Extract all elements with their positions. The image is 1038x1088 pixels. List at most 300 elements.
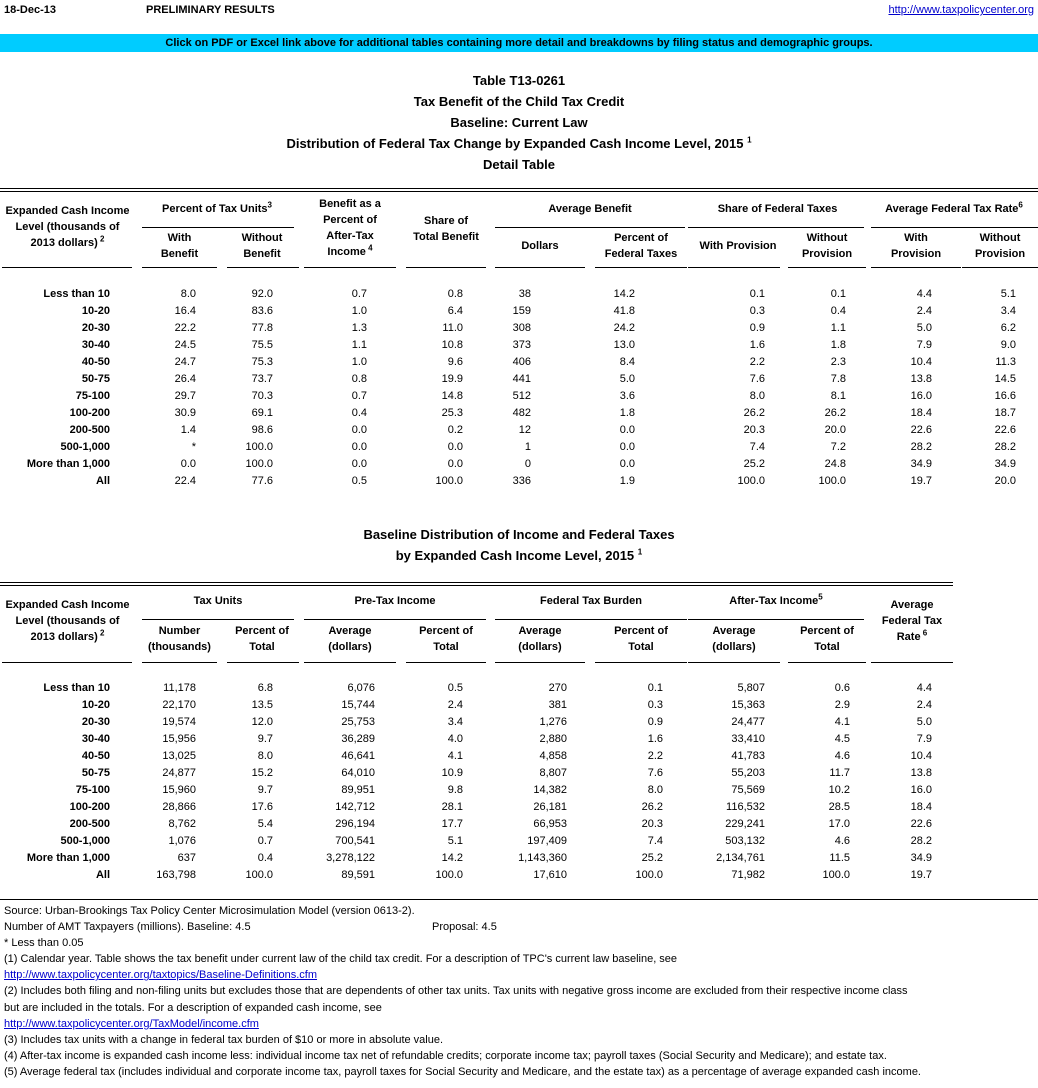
income-level-label: 200-500 bbox=[69, 818, 110, 830]
table-cell: 12 bbox=[518, 424, 531, 436]
income-level-label: All bbox=[95, 869, 110, 881]
table-cell: 28.1 bbox=[441, 801, 463, 813]
income-level-header: Expanded Cash Income Level (thousands of 2013 dollars) $^2$ bbox=[5, 205, 130, 249]
table-cell: 20.0 bbox=[824, 424, 846, 436]
header-underline bbox=[495, 227, 685, 228]
table-cell: 14.5 bbox=[994, 373, 1016, 385]
table-cell: 100.0 bbox=[245, 458, 273, 470]
table-cell: 16.0 bbox=[910, 390, 932, 402]
table-cell: 7.9 bbox=[916, 733, 932, 745]
table-cell: 4.6 bbox=[834, 835, 850, 847]
table-cell: 77.8 bbox=[251, 322, 273, 334]
table-cell: 9.7 bbox=[257, 784, 273, 796]
table-cell: 7.9 bbox=[916, 339, 932, 351]
notes-rule bbox=[0, 899, 1038, 900]
table-cell: 15.2 bbox=[251, 767, 273, 779]
table-cell: 1.0 bbox=[351, 356, 367, 368]
table-cell: 7.6 bbox=[749, 373, 765, 385]
pct-fed-taxes-header: Percent of Federal Taxes bbox=[604, 232, 678, 260]
table-cell: 6,076 bbox=[347, 682, 375, 694]
table-cell: 92.0 bbox=[251, 288, 273, 300]
table-cell: 0.9 bbox=[647, 716, 663, 728]
pretax-average-header: Average (dollars) bbox=[328, 625, 372, 653]
column-underline bbox=[871, 267, 961, 268]
table-cell: 6.2 bbox=[1000, 322, 1016, 334]
column-underline bbox=[304, 662, 396, 663]
table-cell: 4.0 bbox=[447, 733, 463, 745]
table-cell: 41.8 bbox=[613, 305, 635, 317]
table-cell: 3.4 bbox=[447, 716, 463, 728]
table-cell: 15,960 bbox=[162, 784, 196, 796]
income-level-header: Expanded Cash Income Level (thousands of 2013 dollars) $^2$ bbox=[5, 599, 130, 643]
column-underline bbox=[788, 662, 866, 663]
table-cell: 6.8 bbox=[257, 682, 273, 694]
income-level-label: 10-20 bbox=[81, 305, 110, 317]
table-cell: 0.5 bbox=[447, 682, 463, 694]
table2-subtitle bbox=[0, 545, 1038, 566]
income-level-label: More than 1,000 bbox=[26, 458, 110, 470]
income-level-label: More than 1,000 bbox=[26, 852, 110, 864]
column-underline bbox=[406, 662, 486, 663]
without-provision-header: Without Provision bbox=[801, 232, 853, 260]
table-cell: 19.7 bbox=[910, 869, 932, 881]
amt-baseline: Number of AMT Taxpayers (millions). Baseline: 4.5 bbox=[4, 921, 251, 934]
table-cell: 1.0 bbox=[351, 305, 367, 317]
table-cell: 8,807 bbox=[539, 767, 567, 779]
table-cell: 22.6 bbox=[994, 424, 1016, 436]
table-cell: 15,363 bbox=[731, 699, 765, 711]
income-level-label: 20-30 bbox=[81, 716, 110, 728]
table-cell: 24.5 bbox=[174, 339, 196, 351]
table-cell: 0.4 bbox=[257, 852, 273, 864]
table-cell: 34.9 bbox=[910, 458, 932, 470]
table-cell: 8.0 bbox=[749, 390, 765, 402]
table-cell: 0.3 bbox=[749, 305, 765, 317]
table-cell: 100.0 bbox=[435, 869, 463, 881]
without-benefit-header: Without Benefit bbox=[241, 232, 283, 260]
table-cell: 4.6 bbox=[834, 750, 850, 762]
column-underline bbox=[142, 662, 217, 663]
table-cell: 1 bbox=[524, 441, 531, 453]
column-underline bbox=[227, 662, 299, 663]
avg-fed-tax-rate-header: Average Federal Tax Rate $^6$ bbox=[881, 599, 943, 643]
header-underline bbox=[142, 619, 294, 620]
table-cell: 0.0 bbox=[351, 458, 367, 470]
avg-fed-tax-rate-header: Average Federal Tax Rate$^6$ bbox=[885, 200, 1023, 215]
table-cell: 1.9 bbox=[619, 475, 635, 487]
table-cell: 8.0 bbox=[180, 288, 196, 300]
table-cell: 25,753 bbox=[341, 716, 375, 728]
table-cell: 11.5 bbox=[829, 852, 850, 864]
table-cell: 34.9 bbox=[910, 852, 932, 864]
header-underline bbox=[495, 619, 687, 620]
rate-with-provision-header: With Provision bbox=[890, 232, 942, 260]
table-cell: 69.1 bbox=[251, 407, 273, 419]
table-cell: 30.9 bbox=[174, 407, 196, 419]
column-underline bbox=[495, 662, 585, 663]
table-cell: 16.4 bbox=[174, 305, 196, 317]
table-cell: 1.1 bbox=[351, 339, 367, 351]
table-row bbox=[0, 714, 1038, 731]
table-cell: 66,953 bbox=[533, 818, 567, 830]
burden-pct-header: Percent of Total bbox=[614, 625, 668, 653]
table-cell: 36,289 bbox=[341, 733, 375, 745]
table-title-block bbox=[0, 70, 1038, 175]
table-cell: 4,858 bbox=[539, 750, 567, 762]
table-cell: 1.6 bbox=[749, 339, 765, 351]
table2-subtitle-text: by Expanded Cash Income Level, 2015 bbox=[395, 548, 635, 563]
table2-title: Baseline Distribution of Income and Federal Taxes bbox=[363, 527, 675, 542]
table-cell: 19.9 bbox=[441, 373, 463, 385]
table-row bbox=[0, 388, 1038, 405]
table-row bbox=[0, 680, 1038, 697]
table-cell: 0.8 bbox=[351, 373, 367, 385]
table-cell: 0.0 bbox=[180, 458, 196, 470]
table-cell: 0.7 bbox=[257, 835, 273, 847]
table-cell: 26,181 bbox=[533, 801, 567, 813]
column-underline bbox=[304, 267, 396, 268]
table-cell: 4.1 bbox=[447, 750, 463, 762]
table-cell: 22.6 bbox=[910, 424, 932, 436]
table-cell: 406 bbox=[512, 356, 531, 368]
table-cell: 98.6 bbox=[251, 424, 273, 436]
status-label: PRELIMINARY RESULTS bbox=[146, 4, 275, 16]
table-cell: 0.6 bbox=[834, 682, 850, 694]
distribution-title bbox=[0, 133, 1038, 154]
table-cell: 308 bbox=[512, 322, 531, 334]
table-cell: 100.0 bbox=[822, 869, 850, 881]
table-cell: 0.2 bbox=[447, 424, 463, 436]
table-cell: 0.4 bbox=[351, 407, 367, 419]
table-cell: 373 bbox=[512, 339, 531, 351]
table-cell: 0.7 bbox=[351, 390, 367, 402]
header-underline bbox=[688, 619, 864, 620]
column-underline bbox=[788, 267, 866, 268]
table-row bbox=[0, 697, 1038, 714]
table-cell: 25.2 bbox=[641, 852, 663, 864]
table-cell: 8.1 bbox=[830, 390, 846, 402]
table-cell: 4.4 bbox=[916, 682, 932, 694]
table-cell: 6.4 bbox=[447, 305, 463, 317]
table-cell: 26.2 bbox=[824, 407, 846, 419]
burden-average-header: Average (dollars) bbox=[518, 625, 562, 653]
table-row bbox=[0, 371, 1038, 388]
income-level-label: 75-100 bbox=[75, 784, 110, 796]
table-cell: 8.0 bbox=[647, 784, 663, 796]
column-underline bbox=[142, 267, 217, 268]
table-cell: 75,569 bbox=[731, 784, 765, 796]
table-cell: 13.8 bbox=[910, 767, 932, 779]
table2-top-rule bbox=[0, 582, 953, 586]
header-underline bbox=[871, 227, 1038, 228]
table-cell: 0.9 bbox=[749, 322, 765, 334]
table-cell: 10.9 bbox=[441, 767, 463, 779]
share-total-benefit-header: Share of Total Benefit bbox=[413, 215, 479, 243]
table-row bbox=[0, 799, 1038, 816]
table-cell: 28.2 bbox=[910, 835, 932, 847]
table-cell: 18.7 bbox=[994, 407, 1016, 419]
note-2b: but are included in the totals. For a description of expanded cash income, see bbox=[4, 1001, 382, 1014]
table-cell: 73.7 bbox=[251, 373, 273, 385]
table-cell: 1.3 bbox=[351, 322, 367, 334]
table-cell: 20.3 bbox=[743, 424, 765, 436]
source-note: Source: Urban-Brookings Tax Policy Center Microsimulation Model (version 0613-2). bbox=[4, 905, 415, 917]
table-row bbox=[0, 782, 1038, 799]
table-cell: 1,143,360 bbox=[518, 852, 567, 864]
table-cell: 28,866 bbox=[162, 801, 196, 813]
table-row bbox=[0, 833, 1038, 850]
table-row bbox=[0, 320, 1038, 337]
table-cell: 16.0 bbox=[910, 784, 932, 796]
table-cell: 503,132 bbox=[725, 835, 765, 847]
table-cell: 5.1 bbox=[447, 835, 463, 847]
table-cell: * bbox=[191, 441, 196, 453]
avg-benefit-header: Average Benefit bbox=[548, 203, 632, 215]
table-cell: 11.3 bbox=[995, 356, 1016, 368]
income-level-label: All bbox=[95, 475, 110, 487]
table-cell: 296,194 bbox=[335, 818, 375, 830]
table-cell: 512 bbox=[512, 390, 531, 402]
table-cell: 3.6 bbox=[619, 390, 635, 402]
table-cell: 11,178 bbox=[163, 682, 196, 694]
header-underline bbox=[304, 619, 486, 620]
table-cell: 4.4 bbox=[916, 288, 932, 300]
table-row bbox=[0, 422, 1038, 439]
table-cell: 100.0 bbox=[245, 869, 273, 881]
pct-tax-units-header: Percent of Tax Units$^3$ bbox=[162, 200, 272, 215]
table-cell: 26.4 bbox=[174, 373, 196, 385]
table-cell: 26.2 bbox=[743, 407, 765, 419]
table-cell: 5.1 bbox=[1000, 288, 1016, 300]
column-underline bbox=[595, 662, 687, 663]
table-cell: 25.3 bbox=[441, 407, 463, 419]
table-cell: 100.0 bbox=[818, 475, 846, 487]
table-name: Tax Benefit of the Child Tax Credit bbox=[413, 94, 625, 109]
fed-tax-burden-header: Federal Tax Burden bbox=[540, 595, 642, 607]
table-cell: 17,610 bbox=[533, 869, 567, 881]
table-cell: 28.2 bbox=[994, 441, 1016, 453]
less-than-note: * Less than 0.05 bbox=[4, 937, 84, 950]
table-cell: 15,956 bbox=[162, 733, 196, 745]
table-cell: 142,712 bbox=[335, 801, 375, 813]
table-cell: 17.0 bbox=[828, 818, 850, 830]
table-cell: 18.4 bbox=[910, 801, 932, 813]
table-cell: 41,783 bbox=[731, 750, 765, 762]
table-cell: 89,591 bbox=[341, 869, 375, 881]
income-level-label: 75-100 bbox=[75, 390, 110, 402]
table-cell: 15,744 bbox=[341, 699, 375, 711]
table-cell: 100.0 bbox=[737, 475, 765, 487]
table-row bbox=[0, 850, 1038, 867]
table-cell: 163,798 bbox=[156, 869, 196, 881]
table-cell: 14,382 bbox=[533, 784, 567, 796]
detail-table-label: Detail Table bbox=[482, 157, 555, 172]
aftertax-income-header: After-Tax Income$^5$ bbox=[729, 592, 823, 607]
table-cell: 336 bbox=[512, 475, 531, 487]
income-level-label: 30-40 bbox=[81, 339, 110, 351]
table-cell: 22.6 bbox=[910, 818, 932, 830]
income-definition-link[interactable]: http://www.taxpolicycenter.org/TaxModel/income.cfm bbox=[4, 1017, 259, 1030]
table-cell: 20.3 bbox=[641, 818, 663, 830]
table-cell: 14.2 bbox=[613, 288, 635, 300]
table-row bbox=[0, 731, 1038, 748]
table-cell: 2.9 bbox=[834, 699, 850, 711]
table-id: Table T13-0261 bbox=[472, 73, 566, 88]
table-cell: 14.2 bbox=[441, 852, 463, 864]
table-cell: 9.7 bbox=[257, 733, 273, 745]
table-cell: 1.6 bbox=[647, 733, 663, 745]
table-cell: 9.8 bbox=[447, 784, 463, 796]
table-cell: 17.6 bbox=[251, 801, 273, 813]
column-underline bbox=[495, 267, 585, 268]
site-link[interactable]: http://www.taxpolicycenter.org bbox=[888, 4, 1034, 16]
table-cell: 89,951 bbox=[341, 784, 375, 796]
column-underline bbox=[595, 267, 687, 268]
table-cell: 159 bbox=[512, 305, 531, 317]
header-underline bbox=[688, 227, 864, 228]
distribution-title-text: Distribution of Federal Tax Change by Expanded Cash Income Level, 2015 bbox=[286, 136, 744, 151]
table-cell: 38 bbox=[518, 288, 531, 300]
table-cell: 14.8 bbox=[441, 390, 463, 402]
table-cell: 13,025 bbox=[162, 750, 196, 762]
table-cell: 34.9 bbox=[994, 458, 1016, 470]
table-cell: 28.5 bbox=[828, 801, 850, 813]
table-cell: 0.4 bbox=[830, 305, 846, 317]
table-cell: 13.0 bbox=[613, 339, 635, 351]
table-cell: 3,278,122 bbox=[326, 852, 375, 864]
table-cell: 441 bbox=[512, 373, 531, 385]
table-cell: 20.0 bbox=[994, 475, 1016, 487]
table-cell: 19.7 bbox=[910, 475, 932, 487]
table-row bbox=[0, 303, 1038, 320]
table-row bbox=[0, 439, 1038, 456]
income-level-label: 100-200 bbox=[69, 407, 110, 419]
table-cell: 9.6 bbox=[447, 356, 463, 368]
table-cell: 24,877 bbox=[162, 767, 196, 779]
table1-top-rule bbox=[0, 188, 1038, 192]
table-cell: 0.0 bbox=[447, 458, 463, 470]
table-cell: 17.7 bbox=[441, 818, 463, 830]
table-cell: 100.0 bbox=[245, 441, 273, 453]
table-cell: 28.2 bbox=[910, 441, 932, 453]
footnote-ref: 1 bbox=[637, 547, 643, 557]
column-underline bbox=[2, 662, 132, 663]
table-row bbox=[0, 337, 1038, 354]
pct-total-header: Percent of Total bbox=[235, 625, 289, 653]
table-cell: 7.4 bbox=[749, 441, 765, 453]
income-level-label: 30-40 bbox=[81, 733, 110, 745]
table-cell: 4.5 bbox=[834, 733, 850, 745]
table-cell: 5.0 bbox=[619, 373, 635, 385]
table-cell: 3.4 bbox=[1000, 305, 1016, 317]
table-cell: 13.8 bbox=[910, 373, 932, 385]
table-cell: 9.0 bbox=[1000, 339, 1016, 351]
table-cell: 2.2 bbox=[647, 750, 663, 762]
with-provision-header: With Provision bbox=[699, 240, 777, 252]
table-cell: 13.5 bbox=[251, 699, 273, 711]
table-cell: 0.0 bbox=[619, 458, 635, 470]
table-cell: 75.5 bbox=[251, 339, 273, 351]
report-date: 18-Dec-13 bbox=[4, 4, 56, 16]
table-cell: 22.2 bbox=[174, 322, 196, 334]
column-underline bbox=[688, 267, 780, 268]
table-cell: 0.0 bbox=[351, 424, 367, 436]
note-4: (4) After-tax income is expanded cash income less: individual income tax net of refundable credits; corporate income tax; payroll taxes (Social Security and Medicare); and estate tax. bbox=[4, 1049, 887, 1062]
table-cell: 0.8 bbox=[447, 288, 463, 300]
baseline-label: Baseline: Current Law bbox=[450, 115, 588, 130]
income-level-label: 50-75 bbox=[81, 767, 110, 779]
table-cell: 0.3 bbox=[647, 699, 663, 711]
table-cell: 0.1 bbox=[749, 288, 765, 300]
table-cell: 1.8 bbox=[619, 407, 635, 419]
table-cell: 197,409 bbox=[527, 835, 567, 847]
aftertax-pct-header: Percent of Total bbox=[800, 625, 854, 653]
aftertax-average-header: Average (dollars) bbox=[712, 625, 756, 653]
table-cell: 24.8 bbox=[824, 458, 846, 470]
table-cell: 16.6 bbox=[994, 390, 1016, 402]
table-cell: 8,762 bbox=[168, 818, 196, 830]
info-banner: Click on PDF or Excel link above for additional tables containing more detail and breakdowns by filing status and demographic groups. bbox=[0, 34, 1038, 52]
table-cell: 381 bbox=[548, 699, 567, 711]
table-row bbox=[0, 405, 1038, 422]
column-underline bbox=[871, 662, 953, 663]
table-cell: 24,477 bbox=[731, 716, 765, 728]
table-row bbox=[0, 286, 1038, 303]
table-cell: 100.0 bbox=[435, 475, 463, 487]
table-cell: 12.0 bbox=[251, 716, 273, 728]
share-fed-taxes-header: Share of Federal Taxes bbox=[717, 203, 838, 215]
table-row bbox=[0, 748, 1038, 765]
table-cell: 25.2 bbox=[743, 458, 765, 470]
number-header: Number (thousands) bbox=[148, 625, 211, 653]
table-cell: 22,170 bbox=[162, 699, 196, 711]
table-cell: 0 bbox=[524, 458, 531, 470]
amt-note bbox=[4, 919, 1034, 935]
table-cell: 1.8 bbox=[830, 339, 846, 351]
table-row bbox=[0, 473, 1038, 490]
table-cell: 19,574 bbox=[162, 716, 196, 728]
income-level-label: 10-20 bbox=[81, 699, 110, 711]
table-row bbox=[0, 456, 1038, 473]
table-cell: 22.4 bbox=[174, 475, 196, 487]
table-cell: 7.6 bbox=[647, 767, 663, 779]
table-cell: 33,410 bbox=[731, 733, 765, 745]
table-cell: 64,010 bbox=[341, 767, 375, 779]
column-underline bbox=[2, 267, 132, 268]
pretax-pct-header: Percent of Total bbox=[419, 625, 473, 653]
table-cell: 11.7 bbox=[829, 767, 850, 779]
table-cell: 10.4 bbox=[910, 750, 932, 762]
tax-units-header: Tax Units bbox=[193, 595, 243, 607]
footnotes bbox=[4, 903, 1034, 1080]
table-cell: 29.7 bbox=[174, 390, 196, 402]
table-cell: 0.0 bbox=[619, 424, 635, 436]
baseline-definitions-link[interactable]: http://www.taxpolicycenter.org/taxtopics/Baseline-Definitions.cfm bbox=[4, 969, 318, 982]
table-cell: 10.4 bbox=[910, 356, 932, 368]
table-cell: 482 bbox=[512, 407, 531, 419]
header-underline bbox=[142, 227, 294, 228]
table-cell: 46,641 bbox=[341, 750, 375, 762]
column-underline bbox=[962, 267, 1038, 268]
income-level-label: Less than 10 bbox=[43, 288, 110, 300]
dollars-header: Dollars bbox=[521, 240, 559, 252]
table-cell: 270 bbox=[548, 682, 567, 694]
column-underline bbox=[406, 267, 486, 268]
table-cell: 100.0 bbox=[635, 869, 663, 881]
table-cell: 229,241 bbox=[725, 818, 765, 830]
table-cell: 5,807 bbox=[737, 682, 765, 694]
table-cell: 75.3 bbox=[251, 356, 273, 368]
